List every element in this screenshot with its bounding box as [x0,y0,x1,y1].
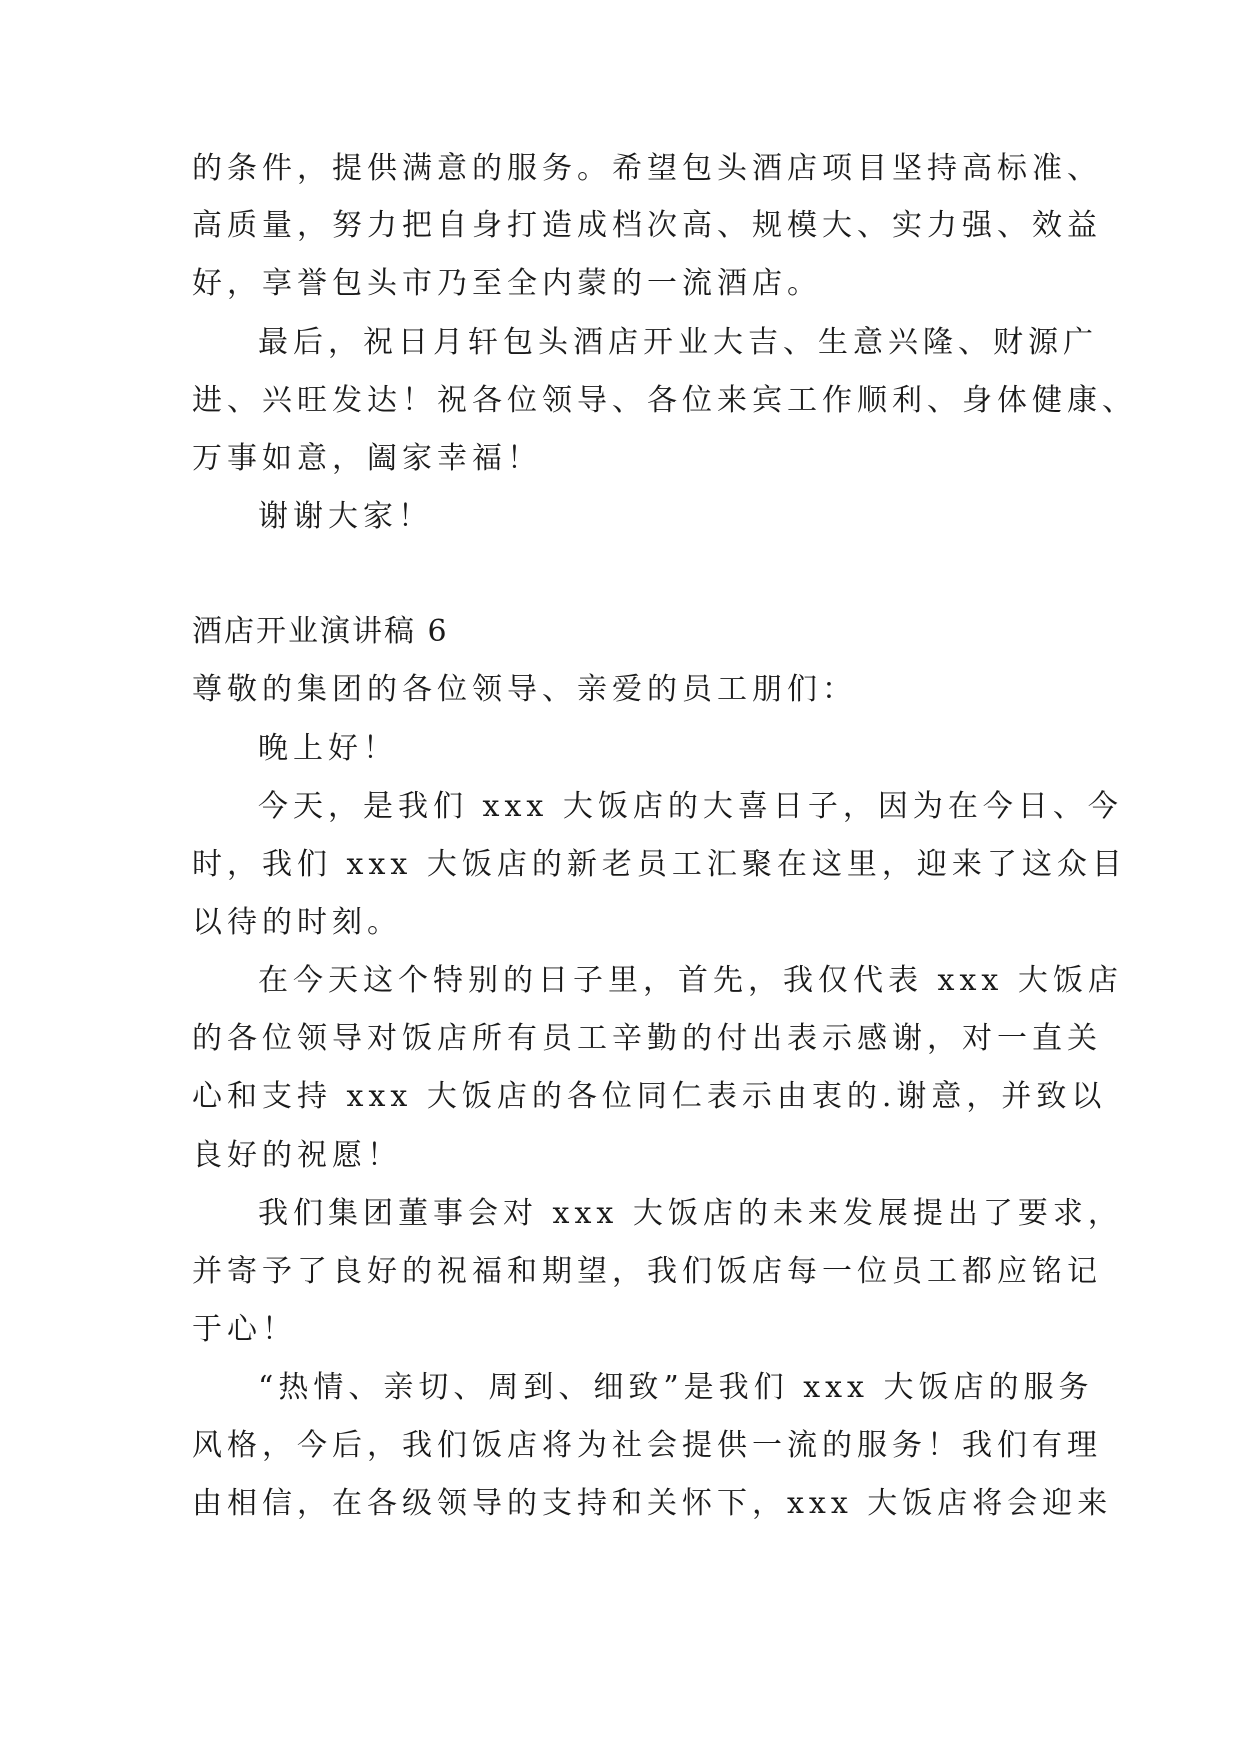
paragraph-line: 在今天这个特别的日子里，首先，我仅代表 xxx 大饭店 [258,963,1123,998]
paragraph-line: 心和支持 xxx 大饭店的各位同仁表示由衷的.谢意，并致以 [192,1079,1107,1114]
paragraph-line: 并寄予了良好的祝福和期望，我们饭店每一位员工都应铭记 [192,1254,1102,1289]
paragraph-line: 最后，祝日月轩包头酒店开业大吉、生意兴隆、财源广 [258,325,1098,360]
paragraph-line: 于心！ [192,1312,297,1347]
paragraph-line: 的各位领导对饭店所有员工辛勤的付出表示感谢，对一直关 [192,1021,1102,1056]
paragraph-line: 以待的时刻。 [192,905,402,940]
paragraph-line: 时，我们 xxx 大饭店的新老员工汇聚在这里，迎来了这众目 [192,847,1127,882]
paragraph-line: 高质量，努力把自身打造成档次高、规模大、实力强、效益 [192,208,1102,243]
paragraph-line: 晚上好！ [258,731,398,766]
paragraph-line: “热情、亲切、周到、细致”是我们 xxx 大饭店的服务 [258,1370,1094,1405]
paragraph-line: 由相信，在各级领导的支持和关怀下，xxx 大饭店将会迎来 [192,1486,1113,1521]
section-title: 酒店开业演讲稿 6 [192,614,449,649]
salutation: 尊敬的集团的各位领导、亲爱的员工朋们： [192,672,857,707]
paragraph-line: 风格，今后，我们饭店将为社会提供一流的服务！我们有理 [192,1428,1102,1463]
paragraph-line: 万事如意，阖家幸福！ [192,441,542,476]
paragraph-line: 谢谢大家！ [258,499,433,534]
paragraph-line: 进、兴旺发达！祝各位领导、各位来宾工作顺利、身体健康、 [192,383,1137,418]
paragraph-line: 良好的祝愿！ [192,1138,402,1173]
paragraph-line: 今天，是我们 xxx 大饭店的大喜日子，因为在今日、今 [258,789,1123,824]
paragraph-line: 的条件，提供满意的服务。希望包头酒店项目坚持高标准、 [192,151,1102,186]
paragraph-line: 好，享誉包头市乃至全内蒙的一流酒店。 [192,266,822,301]
paragraph-line: 我们集团董事会对 xxx 大饭店的未来发展提出了要求， [258,1196,1123,1231]
